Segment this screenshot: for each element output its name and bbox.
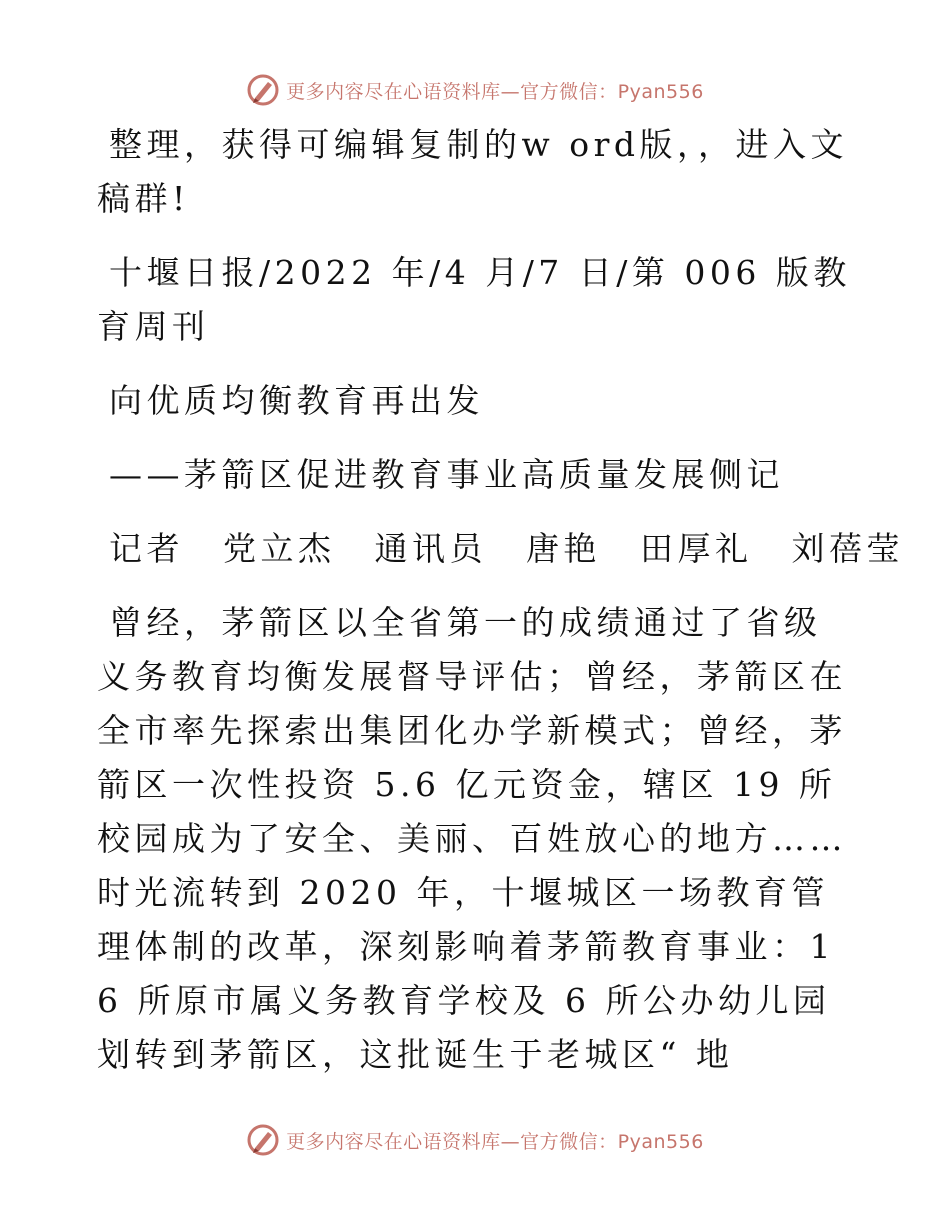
body-paragraph: 曾经，茅箭区以全省第一的成绩通过了省级义务教育均衡发展督导评估；曾经，茅箭区在全市率先探索出集团化办学新模式；曾经，茅箭区一次性投资 5.6 亿元资金，辖区 19 所校园成为了安全、美丽、百姓放心的地方……时光流转到 2020 年，十堰城区一场教育管理体制的改革，深刻影响着茅箭教育事业：16 所原市属义务教育学校及 6 所公办幼儿园划转到茅箭区，这批诞生于老城区“ 地 [97, 603, 847, 1074]
article-title: 向优质均衡教育再出发 [109, 381, 484, 420]
source-line: 十堰日报/2022 年/4 月/7 日/第 006 版教育周刊 [97, 253, 851, 346]
byline-role-reporter: 记者 [109, 529, 184, 568]
watermark-text: 更多内容尽在心语资料库—官方微信：Pyan556 [286, 80, 704, 103]
pen-circle-icon [246, 1123, 280, 1157]
byline-name: 刘蓓莹 [791, 529, 904, 568]
byline-name: 唐艳 [526, 529, 601, 568]
footer-watermark [0, 1120, 950, 1160]
article-subtitle: ——茅箭区促进教育事业高质量发展侧记 [109, 455, 784, 494]
pen-circle-icon [246, 73, 280, 107]
intro-paragraph: 整理，获得可编辑复制的w ord版，，进入文稿群! [97, 125, 849, 218]
byline-name: 党立杰 [223, 529, 336, 568]
watermark-text: 更多内容尽在心语资料库—官方微信：Pyan556 [286, 1130, 704, 1153]
document-body [97, 118, 904, 1082]
byline [97, 522, 904, 576]
byline-role-correspondent: 通讯员 [374, 529, 487, 568]
header-watermark [0, 70, 950, 110]
byline-name: 田厚礼 [640, 529, 753, 568]
